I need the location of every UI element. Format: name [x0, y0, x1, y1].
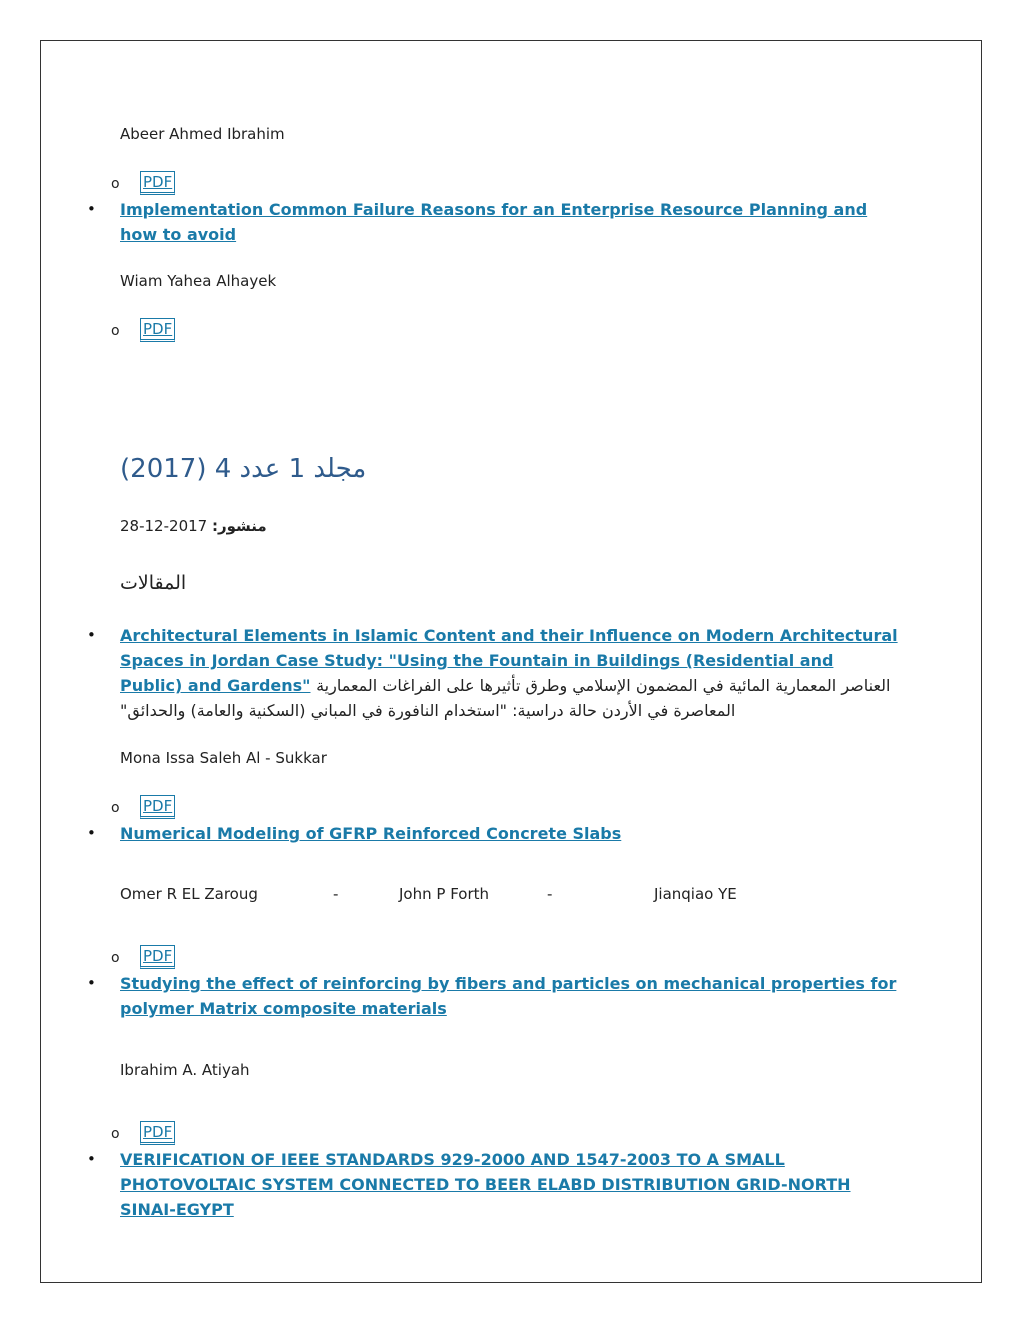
- article-title-link[interactable]: Studying the effect of reinforcing by fibers and particles on mechanical properties for polymer Matrix composite materials: [120, 974, 897, 1018]
- pdf-link[interactable]: PDF: [140, 945, 175, 969]
- author-separator: -: [547, 885, 553, 903]
- sub-bullet: o: [111, 1126, 120, 1142]
- sub-bullet: o: [111, 950, 120, 966]
- author-name: Jianqiao YE: [654, 885, 737, 903]
- author-name: Ibrahim A. Atiyah: [120, 1061, 250, 1079]
- author-name: Abeer Ahmed Ibrahim: [120, 125, 285, 143]
- article-title-link[interactable]: Architectural Elements in Islamic Content and their Influence on Modern Architectural Spaces in Jordan Case Study: "Using the Fountain in Buildings (Residential and Public) and Gardens": [120, 626, 898, 695]
- pdf-link[interactable]: PDF: [140, 795, 175, 819]
- issue-heading: مجلد 1 عدد 4 (2017): [120, 454, 367, 484]
- list-bullet: •: [87, 1150, 96, 1168]
- pdf-link[interactable]: PDF: [140, 1121, 175, 1145]
- list-bullet: •: [87, 824, 96, 842]
- pdf-link[interactable]: PDF: [140, 171, 175, 195]
- article-title-link[interactable]: Numerical Modeling of GFRP Reinforced Concrete Slabs: [120, 824, 622, 843]
- sub-bullet: o: [111, 176, 120, 192]
- author-name: Omer R EL Zaroug: [120, 885, 258, 903]
- author-name: Wiam Yahea Alhayek: [120, 272, 277, 290]
- list-bullet: •: [87, 626, 96, 644]
- section-title: المقالات: [120, 572, 187, 594]
- list-bullet: •: [87, 974, 96, 992]
- published-date: منشور: 2017-12-28: [120, 517, 267, 535]
- sub-bullet: o: [111, 323, 120, 339]
- list-bullet: •: [87, 200, 96, 218]
- published-label: منشور: [218, 517, 267, 535]
- article-title-link[interactable]: VERIFICATION OF IEEE STANDARDS 929-2000 AND 1547-2003 TO A SMALL PHOTOVOLTAIC SYSTEM CONNECTED TO BEER ELABD DISTRIBUTION GRID-NORTH SINAI-EGYPT: [120, 1150, 851, 1219]
- pdf-link[interactable]: PDF: [140, 318, 175, 342]
- author-name: John P Forth: [399, 885, 490, 903]
- published-value: 2017-12-28: [120, 517, 208, 535]
- article-title-arabic: العناصر المعمارية المائية في المضمون الإسلامي وطرق تأثيرها على الفراغات المعمارية المعاصرة في الأردن حالة دراسية: "استخدام النافورة في المباني (السكنية والعامة) والحدائق": [120, 676, 891, 720]
- article-title: [120, 623, 900, 723]
- article-title-link[interactable]: Implementation Common Failure Reasons for an Enterprise Resource Planning and how to avoid: [120, 200, 868, 244]
- author-name: Mona Issa Saleh Al - Sukkar: [120, 749, 327, 767]
- author-separator: -: [333, 885, 339, 903]
- sub-bullet: o: [111, 800, 120, 816]
